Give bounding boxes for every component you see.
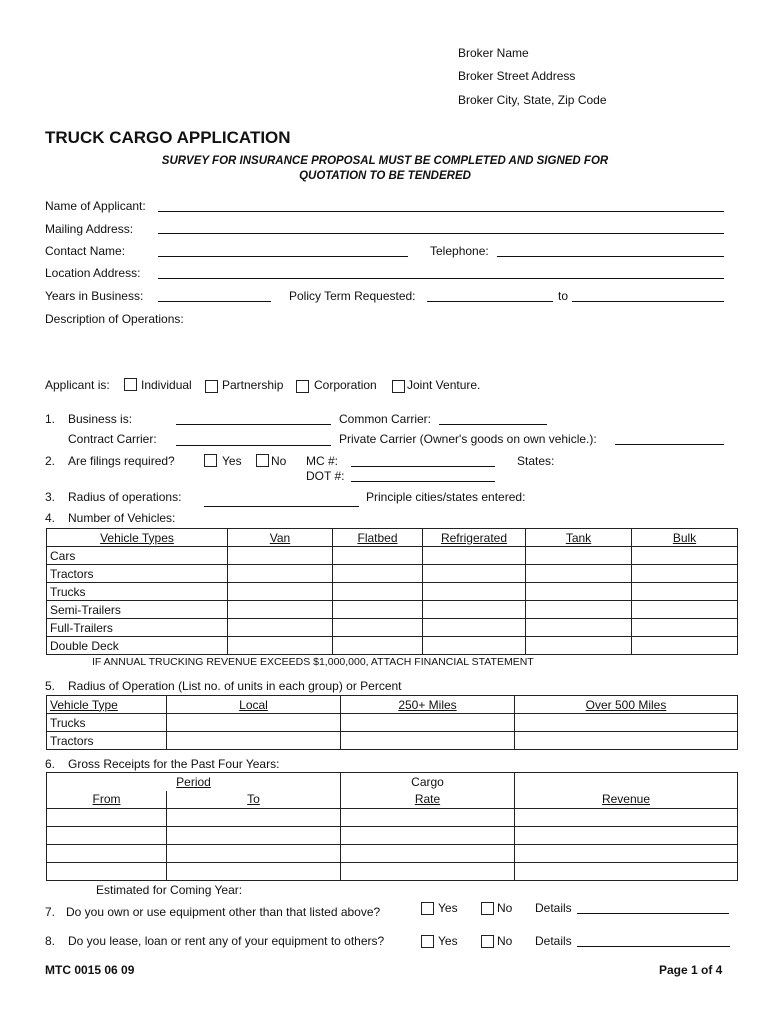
q8-no-label: No (497, 934, 513, 948)
q7-yes-checkbox[interactable] (421, 902, 434, 915)
common-carrier-label: Common Carrier: (339, 412, 432, 426)
table-row (47, 732, 738, 750)
q5-number: 5. (45, 679, 56, 693)
vehicles-table (46, 528, 738, 655)
individual-label: Individual (141, 378, 192, 392)
radius-header-250-miles: 250+ Miles (341, 696, 515, 714)
table-row (47, 601, 738, 619)
filings-required-label: Are filings required? (68, 454, 175, 468)
table-row (47, 619, 738, 637)
q3-number: 3. (45, 490, 56, 504)
financial-statement-note: IF ANNUAL TRUCKING REVENUE EXCEEDS $1,000,000, ATTACH FINANCIAL STATEMENT (92, 656, 534, 668)
table-row (47, 809, 738, 827)
corporation-checkbox[interactable] (296, 380, 309, 393)
mailing-address-field[interactable] (158, 233, 724, 234)
principle-cities-label: Principle cities/states entered: (366, 490, 526, 504)
vehicles-header-type: Vehicle Types (47, 529, 228, 547)
vehicles-header-bulk: Bulk (632, 529, 738, 547)
contract-carrier-field[interactable] (176, 445, 331, 446)
years-in-business-field[interactable] (158, 301, 271, 302)
private-carrier-field[interactable] (615, 444, 724, 445)
description-of-operations-label: Description of Operations: (45, 312, 184, 326)
radius-header-over-500-miles: Over 500 Miles (515, 696, 738, 714)
vehicles-header-flatbed: Flatbed (333, 529, 423, 547)
radius-of-operation-label: Radius of Operation (List no. of units in each group) or Percent (68, 679, 402, 693)
name-of-applicant-label: Name of Applicant: (45, 199, 146, 213)
mc-number-field[interactable] (351, 466, 495, 467)
states-label: States: (517, 454, 555, 468)
to-header: To (167, 791, 341, 809)
q8-details-field[interactable] (577, 946, 730, 947)
dot-number-field[interactable] (351, 481, 495, 482)
common-carrier-field[interactable] (439, 424, 547, 425)
q4-number: 4. (45, 511, 56, 525)
q1-number: 1. (45, 412, 56, 426)
q7-label: Do you own or use equipment other than that listed above? (66, 905, 381, 919)
q8-label: Do you lease, loan or rent any of your equipment to others? (68, 934, 385, 948)
location-address-field[interactable] (158, 278, 724, 279)
radius-of-operations-field[interactable] (204, 506, 359, 507)
broker-city: Broker City, State, Zip Code (458, 93, 607, 107)
revenue-header: Revenue (515, 791, 738, 809)
corporation-label: Corporation (314, 378, 377, 392)
individual-checkbox[interactable] (124, 378, 137, 391)
vehicles-row-cars: Cars (47, 547, 228, 565)
table-row (47, 583, 738, 601)
gross-receipts-table (46, 772, 738, 881)
q8-details-label: Details (535, 934, 572, 948)
q6-number: 6. (45, 757, 56, 771)
radius-row-trucks: Trucks (47, 714, 167, 732)
vehicles-row-trucks: Trucks (47, 583, 228, 601)
partnership-label: Partnership (222, 378, 284, 392)
location-address-label: Location Address: (45, 266, 141, 280)
table-row (47, 547, 738, 565)
from-header: From (47, 791, 167, 809)
vehicles-row-tractors: Tractors (47, 565, 228, 583)
q8-number: 8. (45, 934, 56, 948)
partnership-checkbox[interactable] (205, 380, 218, 393)
table-row (47, 565, 738, 583)
mailing-address-label: Mailing Address: (45, 222, 134, 236)
vehicles-header-tank: Tank (526, 529, 632, 547)
cargo-header: Cargo (341, 773, 515, 791)
name-of-applicant-field[interactable] (158, 211, 724, 212)
vehicles-row-double-deck: Double Deck (47, 637, 228, 655)
page-number: Page 1 of 4 (659, 963, 723, 977)
q2-number: 2. (45, 454, 56, 468)
applicant-is-label: Applicant is: (45, 378, 110, 392)
joint-venture-label: Joint Venture. (407, 378, 481, 392)
gross-receipts-label: Gross Receipts for the Past Four Years: (68, 757, 280, 771)
contract-carrier-label: Contract Carrier: (68, 432, 157, 446)
joint-venture-checkbox[interactable] (392, 380, 405, 393)
policy-term-to-field[interactable] (572, 301, 724, 302)
vehicles-row-full-trailers: Full-Trailers (47, 619, 228, 637)
q8-yes-label: Yes (438, 934, 458, 948)
q8-yes-checkbox[interactable] (421, 935, 434, 948)
policy-term-to-label: to (558, 289, 569, 303)
broker-street: Broker Street Address (458, 69, 576, 83)
q7-yes-label: Yes (438, 901, 458, 915)
contact-name-field[interactable] (158, 256, 408, 257)
broker-name: Broker Name (458, 46, 529, 60)
vehicles-header-refrigerated: Refrigerated (423, 529, 526, 547)
form-id: MTC 0015 06 09 (45, 963, 135, 977)
filings-yes-checkbox[interactable] (204, 454, 217, 467)
period-header: Period (47, 773, 341, 791)
radius-header-vehicle-type: Vehicle Type (47, 696, 167, 714)
filings-yes-label: Yes (222, 454, 242, 468)
q7-number: 7. (45, 905, 56, 919)
radius-header-local: Local (167, 696, 341, 714)
q7-details-label: Details (535, 901, 572, 915)
business-is-field[interactable] (176, 424, 331, 425)
page-title: TRUCK CARGO APPLICATION (45, 128, 291, 147)
private-carrier-label: Private Carrier (Owner's goods on own vehicle.): (339, 432, 597, 446)
q8-no-checkbox[interactable] (481, 935, 494, 948)
telephone-label: Telephone: (430, 244, 489, 258)
policy-term-label: Policy Term Requested: (289, 289, 416, 303)
filings-no-checkbox[interactable] (256, 454, 269, 467)
radius-table (46, 695, 738, 750)
mc-number-label: MC #: (306, 454, 339, 468)
table-row (47, 827, 738, 845)
years-in-business-label: Years in Business: (45, 289, 144, 303)
contact-name-label: Contact Name: (45, 244, 126, 258)
rate-header: Rate (341, 791, 515, 809)
dot-number-label: DOT #: (306, 469, 345, 483)
q7-no-checkbox[interactable] (481, 902, 494, 915)
filings-no-label: No (271, 454, 287, 468)
q7-no-label: No (497, 901, 513, 915)
vehicles-header-van: Van (228, 529, 333, 547)
business-is-label: Business is: (68, 412, 133, 426)
radius-row-tractors: Tractors (47, 732, 167, 750)
vehicles-row-semi-trailers: Semi-Trailers (47, 601, 228, 619)
telephone-field[interactable] (497, 256, 724, 257)
subtitle-line-1: SURVEY FOR INSURANCE PROPOSAL MUST BE COMPLETED AND SIGNED FOR (161, 155, 609, 167)
table-row (47, 637, 738, 655)
subtitle-line-2: QUOTATION TO BE TENDERED (299, 170, 471, 182)
policy-term-from-field[interactable] (427, 301, 553, 302)
number-of-vehicles-label: Number of Vehicles: (68, 511, 176, 525)
q7-details-field[interactable] (577, 913, 729, 914)
radius-of-operations-label: Radius of operations: (68, 490, 182, 504)
table-row (47, 863, 738, 881)
estimated-coming-year-label: Estimated for Coming Year: (96, 883, 243, 897)
table-row (47, 714, 738, 732)
table-row (47, 845, 738, 863)
